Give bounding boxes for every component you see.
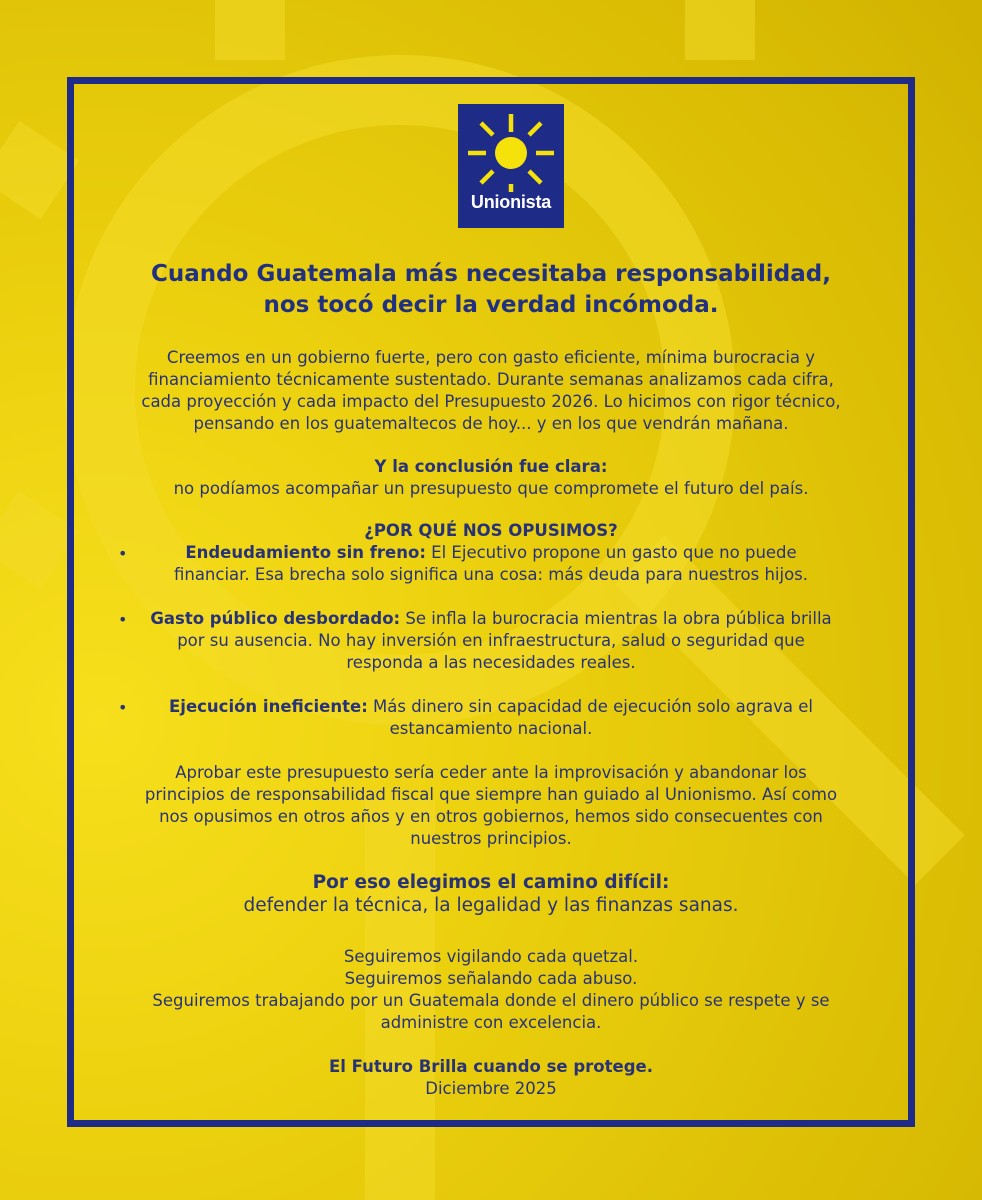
reason-label: Endeudamiento sin freno: [185, 543, 426, 562]
text-line: administre con excelencia. [380, 1013, 602, 1032]
unionista-logo [458, 104, 564, 228]
intro-paragraph [94, 347, 888, 435]
signoff-block [94, 1056, 888, 1100]
choice-block [94, 871, 888, 917]
reason-text: Más dinero sin capacidad de ejecución solo agrava el [367, 697, 813, 716]
text-line: financiamiento técnicamente sustentado. Durante semanas analizamos cada cifra, [148, 370, 834, 389]
conclusion-title: Y la conclusión fue clara: [374, 457, 608, 476]
reasons-heading: ¿POR QUÉ NOS OPUSIMOS? [364, 521, 618, 540]
reason-item [94, 542, 888, 586]
text-line: Creemos en un gobierno fuerte, pero con gasto eficiente, mínima burocracia y [166, 348, 816, 367]
reason-line: por su ausencia. No hay inversión en infraestructura, salud o seguridad que [177, 631, 805, 650]
logo-wordmark: Unionista [470, 192, 552, 212]
title-line: nos tocó decir la verdad incómoda. [263, 292, 719, 318]
reason-first-line [94, 608, 888, 630]
reason-line: responda a las necesidades reales. [346, 653, 636, 672]
reason-line: estancamiento nacional. [389, 719, 593, 738]
reason-label: Gasto público desbordado: [150, 609, 401, 628]
reason-text: El Ejecutivo propone un gasto que no puede [425, 543, 797, 562]
reason-line: financiar. Esa brecha solo significa una cosa: más deuda para nuestros hijos. [173, 565, 809, 584]
commitments-paragraph [94, 946, 888, 1034]
reason-first-line [94, 696, 888, 718]
bullet-marker: • [118, 610, 128, 629]
sun-icon [458, 110, 564, 192]
choice-text: defender la técnica, la legalidad y las finanzas sanas. [243, 895, 739, 916]
closing-paragraph [94, 762, 888, 850]
text-line: principios de responsabilidad fiscal que siempre han guiado al Unionismo. Así como [144, 785, 838, 804]
text-line: Aprobar este presupuesto sería ceder ante la improvisación y abandonar los [175, 763, 807, 782]
text-line: cada proyección y cada impacto del Presupuesto 2026. Lo hicimos con rigor técnico, [141, 392, 841, 411]
statement-body [94, 84, 888, 1120]
choice-title: Por eso elegimos el camino difícil: [312, 872, 670, 893]
text-line: Seguiremos trabajando por un Guatemala donde el dinero público se respete y se [152, 991, 830, 1010]
reason-label: Ejecución ineficiente: [169, 697, 368, 716]
reason-text: Se infla la burocracia mientras la obra pública brilla [400, 609, 832, 628]
text-line: nuestros principios. [410, 829, 572, 848]
conclusion-text: no podíamos acompañar un presupuesto que compromete el futuro del país. [173, 479, 809, 498]
text-line: pensando en los guatemaltecos de hoy... y en los que vendrán mañana. [193, 414, 789, 433]
text-line: nos opusimos en otros años y en otros gobiernos, hemos sido consecuentes con [159, 807, 823, 826]
reason-item [94, 696, 888, 740]
date: Diciembre 2025 [425, 1079, 557, 1098]
bullet-marker: • [118, 544, 128, 563]
content-frame [67, 77, 915, 1127]
reason-first-line [94, 542, 888, 564]
conclusion-block [94, 456, 888, 500]
title-line: Cuando Guatemala más necesitaba responsabilidad, [151, 261, 831, 287]
text-line: Seguiremos señalando cada abuso. [344, 969, 638, 988]
reason-item [94, 608, 888, 674]
page-title [94, 259, 888, 321]
text-line: Seguiremos vigilando cada quetzal. [343, 947, 639, 966]
bullet-marker: • [118, 698, 128, 717]
slogan: El Futuro Brilla cuando se protege. [329, 1057, 653, 1076]
